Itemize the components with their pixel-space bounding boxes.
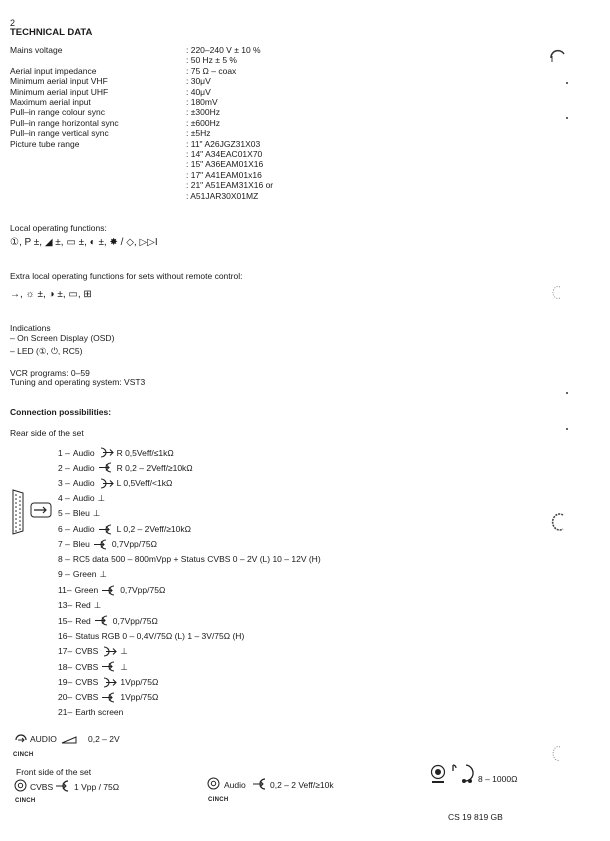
pin-name: RC5 data 500 – 800mVpp + Status CVBS 0 – 2V (L) 10 – 12V (H): [72, 554, 321, 565]
pin-number: 21–: [58, 707, 73, 718]
pin-number: 9 –: [58, 569, 70, 580]
pin-row: [58, 692, 158, 703]
spec-label: Mains voltage: [10, 45, 63, 55]
pin-row: [58, 569, 107, 579]
pin-name: Status RGB 0 – 0,4V/75Ω (L) 1 – 3V/75Ω (H): [75, 630, 245, 641]
spec-value: : 17" A41EAM01x16: [186, 169, 262, 180]
cvbs-cinch-icon: [14, 779, 27, 792]
spec-value: : 11" A26JGZ31X03: [186, 138, 261, 149]
indication-led: – LED (①, ⏻, RC5): [10, 346, 83, 356]
front-audio-spec: 0,2 – 2 Veff/≥10k: [270, 780, 334, 790]
scan-mark-icon: [550, 512, 566, 532]
spec-value: : 180mV: [186, 97, 218, 107]
input-arrow-icon: [101, 585, 117, 596]
vcr-programs: VCR programs: 0–59: [10, 368, 90, 378]
pin-number: 2 –: [58, 462, 70, 473]
pin-row: [58, 478, 172, 489]
spec-label: Pull–in range horizontal sync: [10, 117, 119, 128]
scan-speck: [566, 428, 568, 430]
pin-row: [58, 585, 165, 596]
input-arrow-icon: [101, 661, 117, 672]
pin-name: CVBS: [75, 661, 99, 672]
pin-spec: R 0,2 – 2Veff/≥10kΩ: [116, 462, 193, 473]
pin-spec: ⊥: [97, 492, 105, 503]
pin-number: 6 –: [58, 524, 70, 534]
spec-value: : 14" A34EAC01X70: [186, 149, 263, 159]
spec-label: Picture tube range: [10, 138, 80, 149]
pin-number: 19–: [58, 677, 73, 687]
pin-name: Green: [72, 569, 97, 580]
spec-value: : 50 Hz ± 5 %: [186, 55, 237, 66]
pin-spec: 1Vpp/75Ω: [120, 677, 159, 687]
pin-name: Audio: [72, 447, 95, 458]
page-number: 2: [10, 18, 16, 28]
pin-name: Bleu: [72, 539, 90, 550]
pin-name: Green: [74, 585, 99, 596]
pin-row: [58, 646, 128, 657]
pin-name: Audio: [72, 478, 95, 489]
local-functions-heading: Local operating functions:: [10, 223, 107, 233]
spec-label: Aerial input impedance: [10, 65, 97, 76]
pin-number: 8 –: [58, 554, 70, 565]
document-code: CS 19 819 GB: [448, 812, 503, 822]
audio-out-label: AUDIO: [30, 734, 57, 744]
front-cvbs-type: CINCH: [15, 798, 36, 804]
audio-input-arrow-icon: [252, 778, 268, 790]
pin-number: 18–: [58, 661, 73, 672]
pin-row: [58, 661, 128, 672]
spec-value: : 30μV: [186, 76, 211, 87]
pin-row: [58, 524, 191, 535]
scan-speck: [566, 82, 568, 84]
pin-number: 7 –: [58, 539, 70, 550]
pin-spec: 0,7Vpp/75Ω: [112, 615, 158, 626]
tuning-system: Tuning and operating system: VST3: [10, 377, 146, 387]
pin-number: 20–: [58, 692, 73, 703]
pin-spec: 0,7Vpp/75Ω: [120, 585, 166, 596]
pin-number: 17–: [58, 646, 73, 657]
pin-row: [58, 600, 101, 610]
connection-heading: Connection possibilities:: [10, 407, 112, 417]
output-arrow-icon: [101, 677, 117, 688]
headphone-jack-icon: [430, 764, 446, 786]
output-arrow-icon: [101, 646, 117, 657]
spec-label: Minimum aerial input VHF: [10, 76, 108, 87]
spec-label: Pull–in range vertical sync: [10, 128, 109, 139]
scan-mark-icon: [550, 285, 564, 301]
input-arrow-icon: [93, 539, 109, 550]
input-arrow-icon: [98, 524, 114, 535]
pin-number: 15–: [58, 615, 73, 626]
pin-spec: L 0,5Veff/<1kΩ: [116, 478, 173, 489]
extra-functions-heading: Extra local operating functions for sets without remote control:: [10, 271, 243, 281]
scart-input-arrow-icon: [30, 502, 52, 518]
pin-number: 16–: [58, 630, 73, 641]
input-arrow-icon: [55, 780, 71, 792]
spec-value: : 75 Ω – coax: [186, 65, 237, 76]
pin-spec: 0,7Vpp/75Ω: [111, 539, 157, 550]
spec-value: : 15" A36EAM01X16: [186, 159, 264, 170]
pin-row: [58, 462, 193, 473]
pin-name: CVBS: [75, 677, 99, 687]
indications-heading: Indications: [10, 323, 51, 333]
front-audio-label: Audio: [224, 780, 246, 790]
spec-value: : ±5Hz: [186, 128, 211, 139]
pin-spec: ⊥: [120, 646, 128, 657]
pin-spec: L 0,2 – 2Veff/≥10kΩ: [116, 524, 191, 534]
input-arrow-icon: [101, 692, 117, 703]
page-title: TECHNICAL DATA: [10, 27, 93, 38]
scan-mark-icon: [550, 745, 564, 763]
output-arrow-icon: [98, 478, 114, 489]
audio-out-type: CINCH: [13, 752, 34, 758]
headphone-spec: 8 – 1000Ω: [478, 774, 518, 784]
pin-row: [58, 539, 157, 550]
pin-number: 3 –: [58, 478, 70, 489]
spec-value: : 40μV: [186, 86, 211, 97]
pin-row: [58, 554, 324, 564]
indication-osd: – On Screen Display (OSD): [10, 333, 115, 343]
scan-mark-icon: [548, 46, 566, 64]
audio-cinch-icon: [14, 733, 28, 745]
audio-out-value: 0,2 – 2V: [88, 734, 120, 744]
input-arrow-icon: [98, 462, 114, 473]
pin-name: Red: [75, 600, 91, 610]
audio-front-cinch-icon: [207, 777, 220, 790]
pin-name: Bleu: [72, 508, 90, 519]
pin-number: 13–: [58, 600, 73, 610]
pin-row: [58, 493, 105, 503]
extra-functions-line: →, ☼ ±, ◑ ±, ▭, ⊞: [10, 289, 92, 300]
headphones-icon: [450, 762, 474, 784]
front-cvbs-label: CVBS: [30, 782, 54, 792]
volume-wedge-icon: [61, 736, 77, 744]
spec-value: : 220–240 V ± 10 %: [186, 45, 261, 55]
front-cvbs-spec: 1 Vpp / 75Ω: [74, 782, 120, 792]
pin-row: [58, 707, 126, 717]
pin-name: Earth screen: [75, 707, 124, 718]
pin-name: CVBS: [75, 646, 99, 657]
spec-label: Pull–in range colour sync: [10, 107, 105, 118]
pin-spec: ⊥: [99, 569, 107, 580]
pin-spec: R 0,5Veff/≤1kΩ: [116, 447, 174, 458]
spec-value: : ±300Hz: [186, 107, 220, 118]
rear-side-heading: Rear side of the set: [10, 428, 84, 438]
pin-row: [58, 508, 100, 518]
spec-label: Minimum aerial input UHF: [10, 86, 109, 97]
scart-connector-icon: [11, 489, 25, 535]
pin-name: Audio: [72, 492, 95, 503]
pin-spec: ⊥: [120, 661, 128, 672]
pin-name: Audio: [72, 462, 95, 473]
spec-label: Maximum aerial input: [10, 97, 91, 107]
output-arrow-icon: [98, 447, 114, 458]
pin-number: 11–: [58, 585, 72, 596]
spec-value: : ±600Hz: [186, 117, 220, 128]
pin-spec: ⊥: [92, 508, 101, 519]
local-functions-line: ①, P ±, ◢ ±, ▭ ±, ◐ ±, ✸ / ◇, ▷▷I: [10, 237, 158, 248]
spec-value: : 21" A51EAM31X16 or: [186, 180, 274, 191]
pin-number: 5 –: [58, 508, 70, 519]
front-audio-type: CINCH: [208, 797, 229, 803]
pin-row: [58, 677, 158, 688]
pin-spec: ⊥: [93, 600, 102, 610]
pin-number: 1 –: [58, 447, 70, 458]
pin-row: [58, 631, 247, 641]
pin-name: Red: [75, 615, 91, 626]
spec-value: : A51JAR30X01MZ: [186, 190, 259, 201]
front-side-heading: Front side of the set: [16, 767, 92, 777]
pin-row: [58, 615, 158, 626]
pin-spec: 1Vpp/75Ω: [120, 692, 159, 703]
scan-speck: [566, 392, 568, 394]
input-arrow-icon: [94, 615, 110, 626]
scan-speck: [566, 117, 568, 119]
pin-name: CVBS: [75, 692, 99, 703]
pin-row: [58, 447, 174, 458]
pin-number: 4 –: [58, 492, 70, 503]
pin-name: Audio: [72, 524, 95, 534]
